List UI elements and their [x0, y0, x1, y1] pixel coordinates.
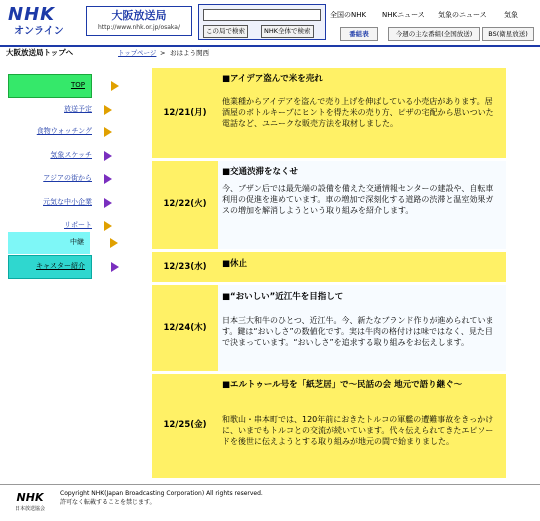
nhk-footer-logo — [8, 492, 52, 516]
schedule-date-cell — [152, 161, 218, 249]
footer-logo-text: NHK — [16, 491, 44, 504]
sidebar-item-top[interactable] — [8, 74, 92, 98]
sidebar-item-label: TOP — [70, 81, 85, 89]
schedule-date-cell — [152, 252, 218, 282]
breadcrumb-top-link[interactable]: トップページ — [118, 49, 157, 57]
schedule-description: 今、ブザン后では最先端の設備を備えた交通情報センターの建設や、自転車利用の促進を進めています。車の増加で深刻化する道路の渋滞と温室効果ガスの増加を解消しようという取り組みを紹介します。 — [222, 184, 494, 215]
schedule-date-cell — [152, 68, 218, 158]
schedule-date: 12/24(木) — [163, 323, 207, 333]
schedule-date-cell — [152, 285, 218, 371]
breadcrumb-current: おはよう関西 — [170, 49, 209, 57]
schedule-body-cell — [218, 252, 506, 282]
sidebar-item-weather-sketch[interactable] — [8, 145, 118, 167]
header-divider — [0, 45, 540, 47]
arrow-right-icon — [111, 262, 119, 272]
schedule-date: 12/21(月) — [163, 108, 207, 118]
schedule-date-cell — [152, 374, 218, 478]
logo-text: NHK — [8, 4, 56, 25]
schedule-body-cell — [218, 68, 506, 158]
sidebar-item-food-watching[interactable] — [8, 121, 118, 143]
sidebar-item-schedule[interactable] — [8, 99, 118, 121]
schedule-title: ■“おいしい”近江牛を目指して — [222, 292, 344, 302]
program-guide-button[interactable]: 番組表 — [340, 27, 378, 41]
schedule-body-cell — [218, 374, 506, 478]
schedule-date: 12/23(水) — [163, 262, 207, 272]
sidebar-item-label: 中継 — [70, 238, 84, 246]
topnav-link-weather-news[interactable]: 気象のニュース — [438, 11, 487, 19]
sidebar-item-live[interactable] — [8, 232, 90, 254]
schedule-title: ■エルトゥール号を「紙芝居」で〜民話の会 地元で語り継ぐ〜 — [222, 380, 463, 390]
sidebar-item-label: 放送予定 — [64, 105, 92, 113]
topnav-link-national[interactable]: 全国のNHK — [330, 11, 367, 19]
sidebar-home-link[interactable]: 大阪放送局トップへ — [6, 48, 74, 57]
search-all-button[interactable]: NHK全体で検索 — [261, 25, 314, 38]
arrow-right-icon — [110, 238, 118, 248]
schedule-row — [152, 252, 506, 282]
schedule-title: ■休止 — [222, 259, 248, 269]
bs-button[interactable]: BS(衛星放送) — [482, 27, 534, 41]
station-name: 大阪放送局 — [111, 9, 167, 22]
sidebar-item-caster[interactable] — [8, 255, 92, 279]
search-local-button[interactable]: この局で検索 — [203, 25, 248, 38]
breadcrumb-separator: > — [160, 49, 166, 57]
arrow-right-icon — [104, 221, 112, 231]
schedule-description: 日本三大和牛のひとつ、近江牛。今、新たなブランド作りが進められています。鍵は“おいしさ”の数値化です。実は牛肉の格付けは味ではなく、見た目で決まっています。“おいしさ”を追求する取り組みをお伝えします。 — [222, 316, 494, 347]
search-input[interactable] — [203, 9, 321, 21]
arrow-right-icon — [104, 174, 112, 184]
schedule-body-cell — [218, 161, 506, 249]
sidebar-item-label: 元気な中小企業 — [43, 198, 92, 206]
arrow-right-icon — [104, 151, 112, 161]
schedule-row — [152, 374, 506, 478]
schedule-row — [152, 68, 506, 158]
schedule-table — [152, 68, 506, 478]
reprint-notice: 許可なく転載することを禁じます。 — [60, 499, 156, 506]
topnav-link-weather[interactable]: 気象 — [504, 11, 518, 19]
station-url: http://www.nhk.or.jp/osaka/ — [98, 24, 180, 31]
schedule-title: ■アイデア盗んで米を売れ — [222, 74, 323, 84]
topnav-link-news[interactable]: NHKニュース — [382, 11, 425, 19]
schedule-description: 和歌山・串本町では、120年前におきたトルコの軍艦の遭難事故をきっかけに、いまでもトルコとの交流が続いています。代々伝えられてきたエピソードを後世に伝えようとする取り組みが地元の間で始まりました。 — [222, 415, 494, 446]
copyright-text: Copyright NHK(Japan Broadcasting Corporation) All rights reserved. — [60, 490, 263, 497]
sidebar-item-label: 食物ウォッチング — [36, 127, 92, 135]
footer-divider — [0, 484, 540, 485]
arrow-right-icon — [111, 81, 119, 91]
sidebar-item-label: キャスター紹介 — [36, 262, 85, 270]
footer-logo-sub: 日本放送協会 — [14, 506, 45, 512]
schedule-title: ■交通渋滞をなくせ — [222, 167, 299, 177]
sidebar-item-label: 気象スケッチ — [50, 151, 92, 159]
sidebar-item-asia-towns[interactable] — [8, 168, 118, 190]
logo-sub: オンライン — [14, 26, 64, 37]
nhk-online-logo[interactable] — [8, 6, 74, 38]
sidebar-item-small-business[interactable] — [8, 192, 118, 214]
weekly-programs-button[interactable]: 今週の主な番組(全国放送) — [388, 27, 480, 41]
schedule-row — [152, 285, 506, 371]
arrow-right-icon — [104, 127, 112, 137]
schedule-date: 12/22(火) — [163, 199, 207, 209]
schedule-body-cell — [218, 285, 506, 371]
schedule-description: 他業種からアイデアを盗んで売り上げを伸ばしている小売店があります。居酒屋のボトルキープにヒントを得た米の売り方、ピザの宅配から思いついた電話など、ユニークな販売方法を取材しました。 — [222, 97, 494, 128]
arrow-right-icon — [104, 105, 112, 115]
arrow-right-icon — [104, 198, 112, 208]
sidebar-item-label: リポート — [64, 221, 92, 229]
schedule-row — [152, 161, 506, 249]
station-banner[interactable] — [86, 6, 192, 36]
search-panel — [198, 4, 326, 40]
sidebar-item-label: アジアの街から — [43, 174, 92, 182]
schedule-date: 12/25(金) — [163, 420, 207, 430]
